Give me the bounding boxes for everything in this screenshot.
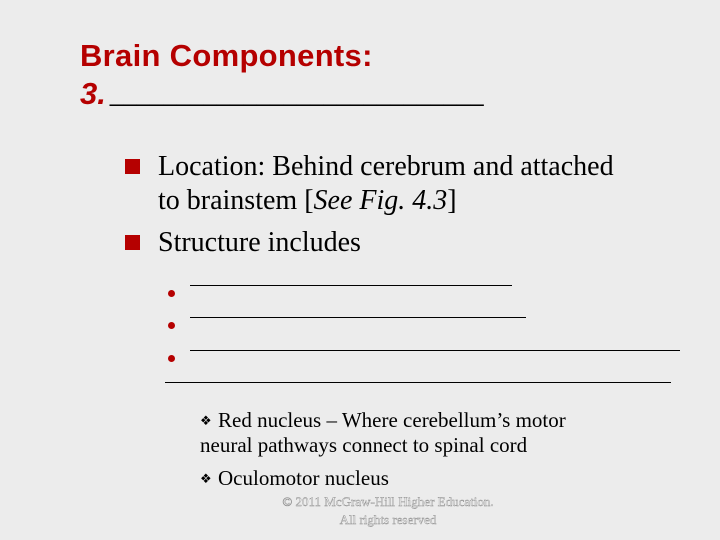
sub-bullet-blank-1 — [190, 285, 512, 286]
slide-title: Brain Components: — [80, 38, 373, 73]
bullet-location-line1: Location: Behind cerebrum and attached — [158, 151, 614, 182]
detail-red-nucleus — [200, 408, 566, 458]
figure-reference: See Fig. 4.3 — [313, 185, 448, 216]
bullet-location — [158, 150, 614, 218]
diamond-bullet-icon: ❖ — [200, 413, 212, 428]
detail-oculomotor — [200, 466, 389, 491]
dot-bullet-icon — [168, 355, 175, 362]
square-bullet-icon — [125, 159, 140, 174]
slide-subtitle — [80, 76, 484, 112]
sub-bullet-blank-3-continued — [165, 382, 671, 383]
detail-red-nucleus-line1 — [200, 408, 566, 433]
subtitle-number: 3. — [80, 76, 106, 111]
bullet-location-post: ] — [447, 185, 457, 216]
detail-red-nucleus-text1: Red nucleus – Where cerebellum’s motor — [218, 408, 566, 432]
subtitle-blank: ____________________________ — [109, 80, 484, 107]
sub-bullet-blank-2 — [190, 317, 526, 318]
detail-red-nucleus-line2: neural pathways connect to spinal cord — [200, 433, 528, 457]
sub-bullet-blank-3 — [190, 350, 680, 351]
diamond-bullet-icon: ❖ — [200, 471, 212, 486]
dot-bullet-icon — [168, 290, 175, 297]
dot-bullet-icon — [168, 322, 175, 329]
copyright-line2: All rights reserved — [339, 512, 437, 527]
bullet-structure: Structure includes — [158, 227, 361, 258]
bullet-location-pre: to brainstem [ — [158, 185, 314, 216]
detail-oculomotor-text: Oculomotor nucleus — [218, 466, 389, 490]
square-bullet-icon — [125, 235, 140, 250]
bullet-location-line2 — [158, 184, 614, 218]
copyright-footer — [200, 493, 576, 529]
copyright-line1: © 2011 McGraw-Hill Higher Education. — [282, 494, 494, 509]
